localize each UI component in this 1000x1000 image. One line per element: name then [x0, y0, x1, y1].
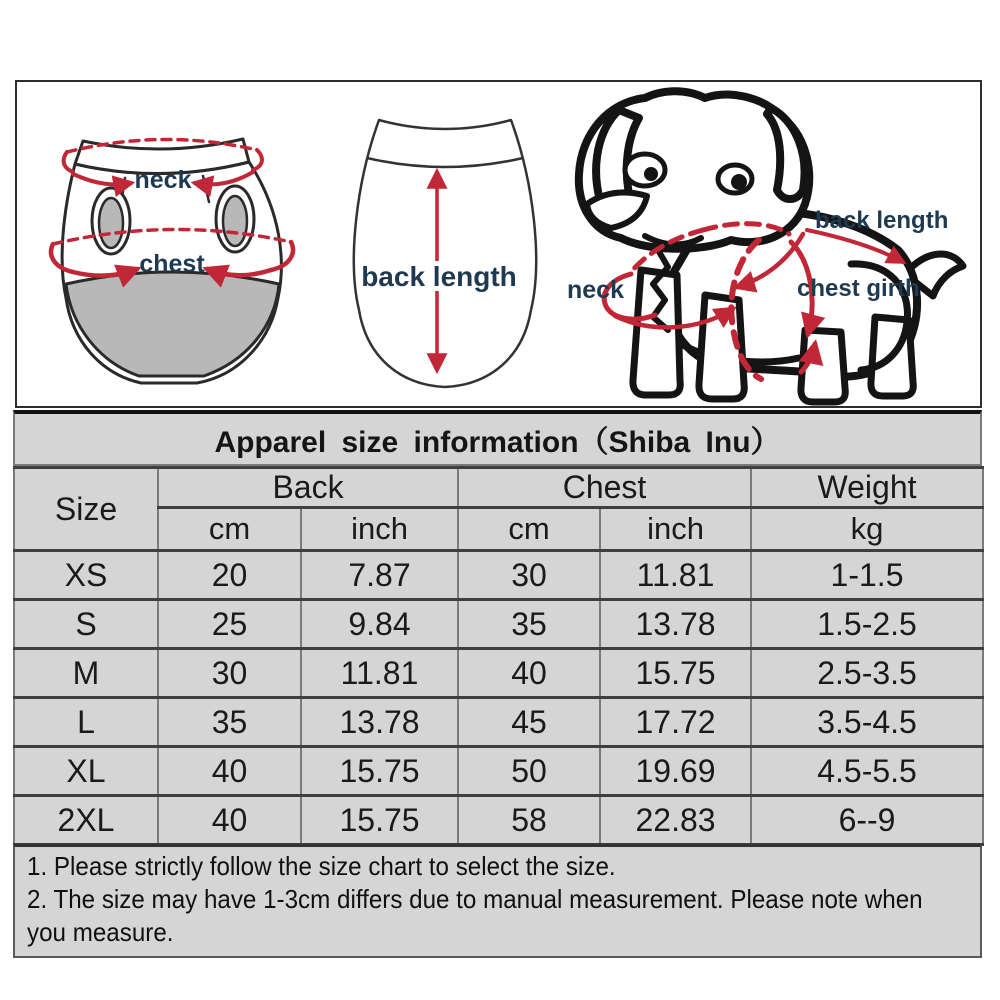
col-header-size: Size	[14, 468, 158, 551]
value-cell: 20	[158, 551, 301, 600]
note-line-1: 1. Please strictly follow the size chart to select the size.	[27, 851, 616, 881]
unit-header-weight-kg: kg	[751, 508, 983, 551]
value-cell: 15.75	[301, 747, 458, 796]
size-cell: M	[14, 649, 158, 698]
size-row-s	[14, 600, 983, 649]
value-cell: 40	[458, 649, 600, 698]
unit-header-back-inch: inch	[301, 508, 458, 551]
value-cell: 58	[458, 796, 600, 845]
back-length-label: back length	[361, 261, 517, 292]
size-cell: L	[14, 698, 158, 747]
value-cell: 2.5-3.5	[751, 649, 983, 698]
col-header-back: Back	[158, 468, 458, 508]
value-cell: 35	[458, 600, 600, 649]
chest-label: chest	[139, 250, 205, 278]
value-cell: 15.75	[301, 796, 458, 845]
value-cell: 40	[158, 796, 301, 845]
value-cell: 11.81	[301, 649, 458, 698]
dog-outline	[579, 91, 963, 402]
value-cell: 13.78	[600, 600, 751, 649]
dog-neck-label: neck	[567, 276, 624, 304]
value-cell: 1-1.5	[751, 551, 983, 600]
size-chart-title-bar	[13, 410, 982, 466]
vest-front-diagram	[39, 86, 331, 402]
size-row-xs	[14, 551, 983, 600]
dog-diagram	[553, 82, 979, 406]
note-line-2: 2. The size may have 1-3cm differs due to manual measurement. Please note when you measure.	[27, 884, 923, 947]
value-cell: 15.75	[600, 649, 751, 698]
unit-header-chest-inch: inch	[600, 508, 751, 551]
table-unit-header-row	[14, 508, 983, 551]
value-cell: 40	[158, 747, 301, 796]
size-row-xl	[14, 747, 983, 796]
value-cell: 13.78	[301, 698, 458, 747]
value-cell: 7.87	[301, 551, 458, 600]
value-cell: 25	[158, 600, 301, 649]
value-cell: 6--9	[751, 796, 983, 845]
value-cell: 1.5-2.5	[751, 600, 983, 649]
value-cell: 30	[158, 649, 301, 698]
size-cell: XS	[14, 551, 158, 600]
neck-label: neck	[134, 166, 192, 194]
value-cell: 11.81	[600, 551, 751, 600]
value-cell: 45	[458, 698, 600, 747]
value-cell: 17.72	[600, 698, 751, 747]
value-cell: 3.5-4.5	[751, 698, 983, 747]
measurement-diagram-frame	[15, 80, 982, 408]
size-row-l	[14, 698, 983, 747]
size-table	[13, 466, 984, 846]
value-cell: 19.69	[600, 747, 751, 796]
size-cell: S	[14, 600, 158, 649]
size-row-m	[14, 649, 983, 698]
table-group-header-row	[14, 468, 983, 508]
unit-header-chest-cm: cm	[458, 508, 600, 551]
value-cell: 22.83	[600, 796, 751, 845]
dog-back-length-label: back length	[815, 207, 949, 234]
vest-back-diagram	[333, 108, 561, 400]
size-cell: XL	[14, 747, 158, 796]
notes-box	[13, 844, 982, 958]
value-cell: 9.84	[301, 600, 458, 649]
value-cell: 35	[158, 698, 301, 747]
dog-chest-girth-label: chest girth	[797, 275, 920, 302]
notes-text	[27, 850, 966, 949]
value-cell: 4.5-5.5	[751, 747, 983, 796]
value-cell: 50	[458, 747, 600, 796]
value-cell: 30	[458, 551, 600, 600]
vest-back-outline	[354, 120, 536, 387]
size-chart-title: Apparel size information（Shiba Inu）	[214, 426, 781, 459]
col-header-weight: Weight	[751, 468, 983, 508]
size-cell: 2XL	[14, 796, 158, 845]
unit-header-back-cm: cm	[158, 508, 301, 551]
col-header-chest: Chest	[458, 468, 751, 508]
size-row-2xl	[14, 796, 983, 845]
